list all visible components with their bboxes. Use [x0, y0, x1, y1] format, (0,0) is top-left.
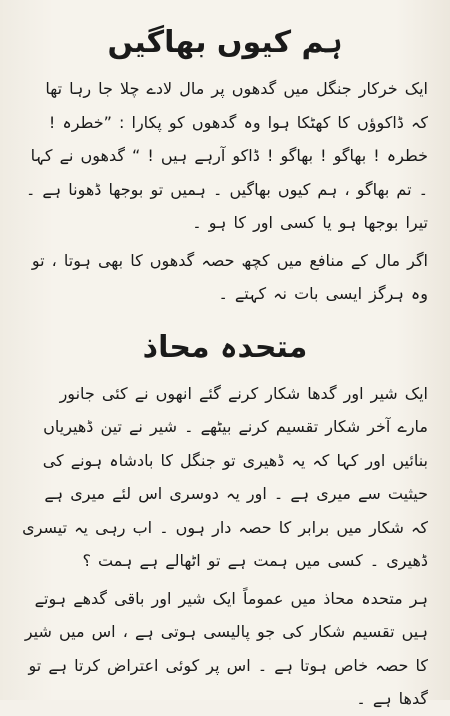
story2-paragraph-1: ایک شیر اور گدھا شکار کرنے گئے انھوں نے کئی جانور مارے آخر شکار تقسیم کرنے بیٹھے ۔ شیر نے تین ڈھیریاں بنائیں اور کہا کہ یہ ڈھیری تو جنگل کا بادشاہ ہونے کی حیثیت سے میری ہے ۔ اور یہ دوسری اس لئے میری ہے کہ شکار میں برابر کا حصہ دار ہوں ۔ اب رہی یہ تیسری ڈھیری ۔ کسی میں ہمت ہے تو اٹھالے ہے ہمت ؟	[22, 383, 428, 570]
story2-paragraph-2: ہر متحدہ محاذ میں عموماً ایک شیر اور باقی گدھے ہوتے ہیں تقسیم شکار کی جو پالیسی ہوتی ہے ، اس میں شیر کا حصہ خاص ہوتا ہے ۔ اس پر کوئی اعتراض کرتا ہے تو گدھا ہے ۔	[24, 588, 428, 708]
section-spacer	[22, 315, 428, 323]
story-title-hum-kyun-bhagein: ہم کیوں بھاگیں	[107, 25, 343, 60]
story-title-muttahida-mahaz: متحدہ محاذ	[142, 329, 308, 365]
story1-paragraph-2: اگر مال کے منافع میں کچھ حصہ گدھوں کا بھی ہوتا ، تو وہ ہرگز ایسی بات نہ کہتے ۔	[31, 250, 428, 303]
story1-paragraph-1: ایک خرکار جنگل میں گدھوں پر مال لادے چلا جا رہا تھا کہ ڈاکوؤں کا کھٹکا ہوا وہ گدھوں کو پکارا : ”خطرہ ! خطرہ ! بھاگو ! بھاگو ! ڈاکو آرہے ہیں ! “ گدھوں نے کہا ۔ تم بھاگو ، ہم کیوں بھاگیں ۔ ہمیں تو بوجھا ڈھونا ہے ۔ تیرا بوجھا ہو یا کسی اور کا ہو ۔	[25, 79, 428, 232]
